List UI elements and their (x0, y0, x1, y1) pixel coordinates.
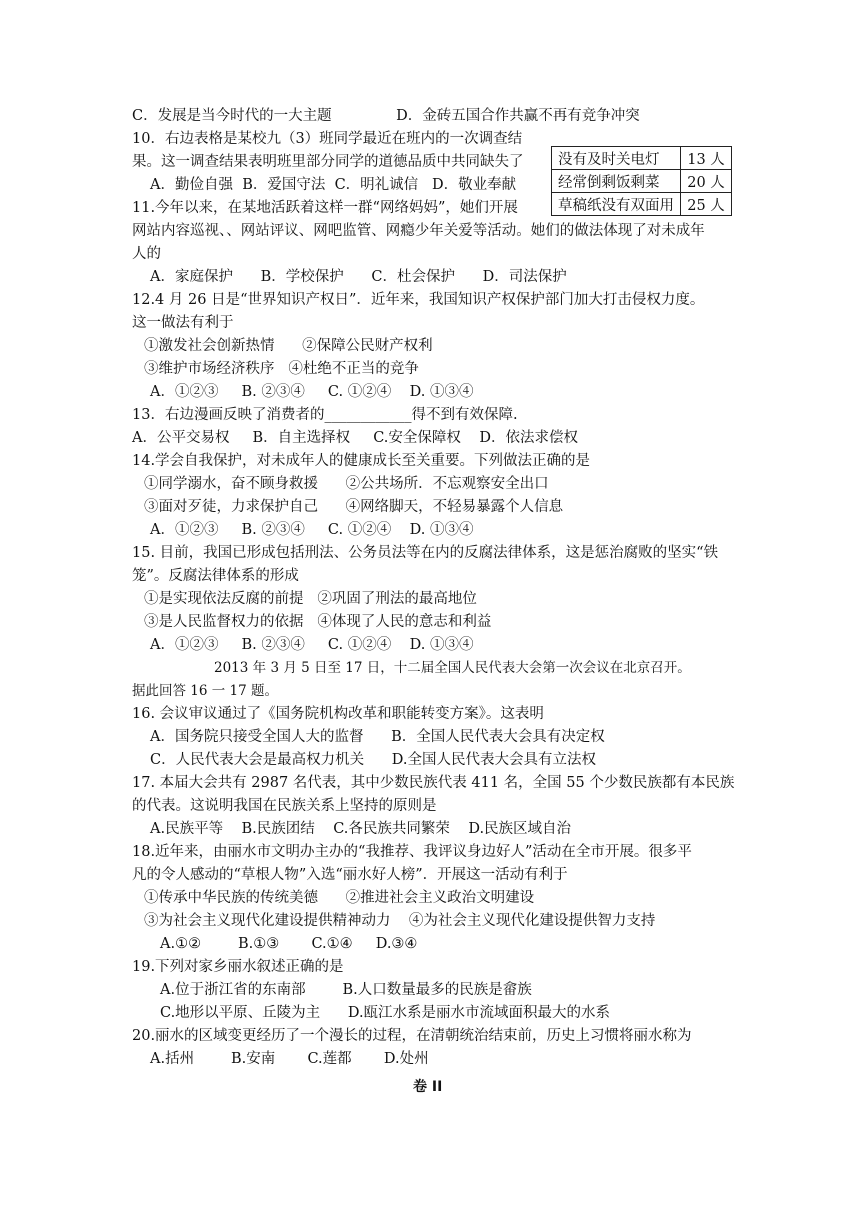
table-cell-count: 13 人 (681, 147, 732, 170)
q17-options: A.民族平等 B.民族团结 C.各民族共同繁荣 D.民族区域自治 (150, 821, 572, 837)
q13-options: A．公平交易权 B．自主选择权 C.安全保障权 D．依法求偿权 (132, 430, 578, 446)
table-cell-count: 25 人 (681, 193, 732, 216)
context-passage-1: 2013 年 3 月 5 日至 17 日，十二届全国人民代表大会第一次会议在北京召开。 (214, 660, 691, 676)
q10-options: A．勤俭自强 B．爱国守法 C．明礼诚信 D．敬业奉献 (150, 177, 517, 193)
q10-stem-2: 果。这一调查结果表明班里部分同学的道德品质中共同缺失了 (132, 154, 524, 170)
table-cell-item: 草稿纸没有双面用 (552, 193, 681, 216)
context-passage-2: 据此回答 16 一 17 题。 (132, 683, 279, 699)
q14-item-row-1: ①同学溺水，奋不顾身救援 ②公共场所．不忘观察安全出口 (144, 476, 549, 492)
section-title: 卷 II (413, 1079, 443, 1095)
q12-item-row-2: ③维护市场经济秩序 ④杜绝不正当的竞争 (144, 361, 419, 377)
q15-item-row-1: ①是实现依法反腐的前提 ②巩固了刑法的最高地位 (144, 591, 477, 607)
q17-stem-2: 的代表。这说明我国在民族关系上坚持的原则是 (132, 798, 437, 814)
q14-item-row-2: ③面对歹徒，力求保护自己 ④网络脚天，不轻易暴露个人信息 (144, 499, 564, 515)
q14-stem: 14.学会自我保护，对未成年人的健康成长至关重要。下列做法正确的是 (132, 453, 591, 469)
q18-item-row-1: ①传承中华民族的传统美德 ②推进社会主义政治文明建设 (144, 890, 535, 906)
q9-options-cd: C．发展是当今时代的一大主题 D．金砖五国合作共赢不再有竞争冲突 (132, 108, 640, 124)
table-row (552, 170, 732, 193)
table-cell-item: 经常倒剩饭剩菜 (552, 170, 681, 193)
q15-stem-2: 笼”。反腐法律体系的形成 (132, 568, 299, 584)
q11-stem-1: 11.今年以来，在某地活跃着这样一群“网络妈妈”，她们开展 (132, 200, 518, 216)
q19-options-ab: A.位于浙江省的东南部 B.人口数量最多的民族是畲族 (160, 982, 532, 998)
q14-options: A．①②③ B. ②③④ C. ①②④ D. ①③④ (150, 522, 474, 538)
q16-options-cd: C．人民代表大会是最高权力机关 D.全国人民代表大会具有立法权 (150, 752, 596, 768)
q15-item-row-2: ③是人民监督权力的依据 ④体现了人民的意志和利益 (144, 614, 492, 630)
q16-options-ab: A．国务院只接受全国人大的监督 B．全国人民代表大会具有决定权 (150, 729, 605, 745)
q11-options: A．家庭保护 B．学校保护 C．杜会保护 D．司法保护 (150, 269, 567, 285)
q17-stem-1: 17. 本届大会共有 2987 名代表，其中少数民族代表 411 名，全国 55 个少数民族都有本民族 (132, 775, 735, 791)
q20-options: A.括州 B.安南 C.莲都 D.处州 (150, 1051, 429, 1067)
q13-stem: 13．右边漫画反映了消费者的____________得不到有效保障. (132, 407, 518, 423)
survey-table (551, 146, 732, 216)
q18-item-row-2: ③为社会主义现代化建设提供精神动力 ④为社会主义现代化建设提供智力支持 (144, 913, 656, 929)
q12-stem-2: 这一做法有利于 (132, 315, 234, 331)
q10-stem-1: 10．右边表格是某校九（3）班同学最近在班内的一次调查结 (132, 131, 523, 147)
q19-options-cd: C.地形以平原、丘陵为主 D.瓯江水系是丽水市流域面积最大的水系 (160, 1005, 611, 1021)
q18-options: A.①② B.①③ C.①④ D.③④ (160, 936, 418, 952)
q15-options: A．①②③ B. ②③④ C. ①②④ D. ①③④ (150, 637, 474, 653)
q12-stem-1: 12.4 月 26 日是“世界知识产权日”．近年来，我国知识产权保护部门加大打击侵权力度。 (132, 292, 705, 308)
table-cell-count: 20 人 (681, 170, 732, 193)
q11-stem-2: 网站内容巡视、、网站评议、网吧监管、网瘾少年关爱等活动。她们的做法体现了对未成年 (132, 223, 705, 239)
q12-item-row-1: ①激发社会创新热情 ②保障公民财产权利 (144, 338, 433, 354)
q11-stem-3: 人的 (132, 246, 161, 262)
q19-stem: 19.下列对家乡丽水叙述正确的是 (132, 959, 344, 975)
q20-stem: 20.丽水的区域变更经历了一个漫长的过程，在清朝统治结束前，历史上习惯将丽水称为 (132, 1028, 692, 1044)
q12-options: A．①②③ B. ②③④ C. ①②④ D. ①③④ (150, 384, 474, 400)
table-cell-item: 没有及时关电灯 (552, 147, 681, 170)
q15-stem-1: 15. 目前，我国已形成包括刑法、公务员法等在内的反腐法律体系，这是惩治腐败的坚实“铁 (132, 545, 719, 561)
table-row (552, 193, 732, 216)
table-row (552, 147, 732, 170)
q18-stem-1: 18.近年来，由丽水市文明办主办的“我推荐、我评议身边好人”活动在全市开展。很多平 (132, 844, 692, 860)
q16-stem: 16. 会议审议通过了《国务院机构改革和职能转变方案》。这表明 (132, 706, 544, 722)
q18-stem-2: 凡的令人感动的“草根人物”入选“丽水好人榜”．开展这一活动有利于 (132, 867, 568, 883)
